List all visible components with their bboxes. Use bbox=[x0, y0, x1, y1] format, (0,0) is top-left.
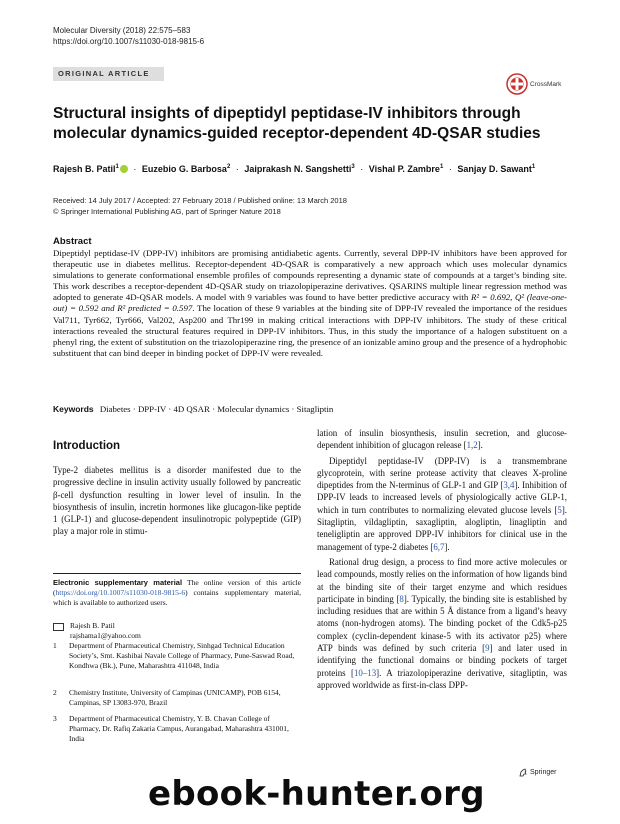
keyword: Diabetes bbox=[99, 404, 131, 414]
correspondence bbox=[53, 621, 141, 641]
paragraph-text: ]. bbox=[444, 541, 450, 552]
affiliation-text: Chemistry Institute, University of Campinas (UNICAMP), POB 6154, Campinas, SP 13083-970, Brazil bbox=[69, 688, 281, 707]
affiliation-number: 3 bbox=[53, 714, 57, 723]
journal-citation: Molecular Diversity (2018) 22:575–583 bbox=[53, 26, 191, 35]
crossmark-label: CrossMark bbox=[530, 80, 562, 88]
paragraph-text: ]. Typically, the binding site is established by including residues that are within 5 Å distance from a ligand’s heavy atoms (non-hydrogen atoms). The binding pocket of the Cdk5-p25 complex (cyclin-dependent kinase-5 with its activator p25) where ATP binds was defined by such criteria [ bbox=[317, 593, 567, 654]
paragraph-text: ]. bbox=[477, 440, 483, 451]
author-separator: · bbox=[360, 164, 364, 174]
esm-label: Electronic supplementary material bbox=[53, 578, 183, 587]
paragraph-text: ]. A triazolopiperazine derivative, sitagliptin, was approved worldwide as first-in-class DPP- bbox=[317, 667, 567, 690]
paragraph-text: ]. Inhibition of DPP-IV leads to increased levels of physiologically active GLP-1, which in turn contributes to normalizing elevated glucose levels [ bbox=[317, 480, 568, 515]
keyword: 4D QSAR bbox=[173, 404, 210, 414]
paragraph-text: ]. Sitagliptin, vildagliptin, saxagliptin, alogliptin, linagliptin and teneligliptin are approved DPP-IV inhibitors for clinical use in the management of type-2 diabetes [ bbox=[317, 504, 567, 552]
citation-link[interactable]: 8 bbox=[399, 593, 404, 604]
copyright-line: © Springer International Publishing AG, part of Springer Nature 2018 bbox=[53, 207, 281, 216]
author-affiliation-marker: 1 bbox=[439, 164, 444, 170]
affiliation-number: 1 bbox=[53, 641, 57, 650]
author-affiliation-marker: 2 bbox=[226, 164, 231, 170]
paragraph-text: Rational drug design, a process to find more active molecules or lead compounds, mostly relies on the information of how ligands bind at the binding site of their target enzyme and which residues participate in binding [ bbox=[317, 556, 567, 604]
author-name[interactable]: Jaiprakash N. Sangshetti bbox=[244, 164, 352, 174]
journal-header bbox=[53, 25, 204, 47]
paragraph-text: Dipeptidyl peptidase-IV (DPP-IV) is a transmembrane glycoprotein, with serine protease activity that cleaves X-proline dipeptides from the N-terminus of GLP-1 and GIP [ bbox=[317, 455, 567, 491]
crossmark-badge[interactable] bbox=[506, 73, 561, 95]
affiliation-item bbox=[53, 688, 303, 708]
article-type-banner: ORIGINAL ARTICLE bbox=[53, 67, 164, 81]
author-name[interactable]: Euzebio G. Barbosa bbox=[141, 164, 227, 174]
history-dates: Received: 14 July 2017 / Accepted: 27 February 2018 / Published online: 13 March 2018 bbox=[53, 196, 347, 205]
article-doi[interactable]: https://doi.org/10.1007/s11030-018-9815-6 bbox=[53, 37, 205, 46]
citation-link[interactable]: 10–13 bbox=[353, 667, 377, 678]
author-name[interactable]: Vishal P. Zambre bbox=[368, 164, 440, 174]
keywords-label: Keywords bbox=[53, 404, 94, 414]
abstract-heading: Abstract bbox=[53, 236, 92, 247]
author-list bbox=[53, 164, 535, 174]
affiliation-number: 2 bbox=[53, 688, 57, 697]
citation-link[interactable]: 1,2 bbox=[466, 440, 478, 451]
orcid-icon[interactable] bbox=[120, 165, 128, 173]
author-separator: · bbox=[448, 164, 452, 174]
affiliation-item bbox=[53, 714, 303, 744]
author-affiliation-marker: 3 bbox=[351, 164, 355, 170]
keywords-line: Keywords Diabetes · DPP-IV · 4D QSAR · Molecular dynamics · Sitagliptin bbox=[53, 404, 334, 414]
paper-title: Structural insights of dipeptidyl peptidase-IV inhibitors through molecular dynamics-guided receptor-dependent 4D-QSAR studies bbox=[53, 105, 541, 142]
abstract-statistics: R² = 0.692, Q² (leave-one-out) = 0.592 and R² predicted = 0.597 bbox=[53, 292, 567, 314]
citation-link[interactable]: 9 bbox=[485, 643, 490, 654]
abstract-text-part: Dipeptidyl peptidase-IV (DPP-IV) inhibitors are promising antidiabetic agents. Currently, several DPP-IV inhibitors have been approved for therapeutic use in diabetes mellitus. Receptor-dependent 4D-QSAR is comparatively a new approach which uses molecular dynamics simulations to generate conformational ensemble profiles of compounds representing a dynamic state of compounds at a target’s binding site. This work describes a receptor-dependent 4D-QSAR study on triazolopiperazine derivatives. QSARINS multiple linear regression method was adopted to generate 4D-QSAR models. A model with 9 variables was found to have better predictive accuracy with bbox=[53, 248, 567, 303]
esm-text: The online version of this article ( bbox=[53, 578, 302, 597]
introduction-heading: Introduction bbox=[53, 440, 121, 452]
abstract-text-part: . The location of these 9 variables at the binding site of DPP-IV revealed the importance of the residues Val711, Tyr662, Tyr666, Val202, Asp200 and Thr199 in making critical interactions with DPP-IV inhibitors. The study of these critical interactions revealed the structural features required in DPP-IV inhibitors. Thus, in this study the importance of a halogen substituent on a phenyl ring, the extent of substitution on the triazolopiperazine ring, the presence of an ionizable amino group and the presence of a hydrophobic substituent that can bind deeper in binding pocket of DPP-IV were revealed. bbox=[53, 303, 567, 358]
intro-paragraph bbox=[317, 455, 567, 553]
intro-paragraph bbox=[317, 556, 567, 691]
author-name[interactable]: Sanjay D. Sawant bbox=[457, 164, 532, 174]
abstract-section bbox=[53, 236, 567, 359]
supplementary-material-note bbox=[53, 573, 301, 608]
affiliation-text: Department of Pharmaceutical Chemistry, Y. B. Chavan College of Pharmacy, Dr. Rafiq Zakaria Campus, Aurangabad, Maharashtra 431001, India bbox=[69, 714, 289, 743]
watermark-text: ebook-hunter.org bbox=[148, 774, 485, 814]
crossmark-icon bbox=[506, 73, 528, 95]
intro-paragraph: Type-2 diabetes mellitus is a disorder manifested due to the progressive decline in insulin activity usually followed by pancreatic β-cell dysfunction resulting in lower level of insulin. In the biosynthesis of insulin, incretin hormones like glucagon-like peptide 1 (GLP-1) and glucose-dependent insulinotropic polypeptide (GIP) play a major role in stimu- bbox=[53, 465, 301, 537]
publication-dates bbox=[53, 195, 347, 217]
citation-link[interactable]: 6,7 bbox=[433, 541, 445, 552]
affiliation-item bbox=[53, 641, 303, 671]
affiliation-text: Department of Pharmaceutical Chemistry, Sinhgad Technical Education Society’s, Smt. Kashibai Navale College of Pharmacy, Pune-Saswad Road, Kondhwa (Bk.), Pune, Maharashtra 411048, India bbox=[69, 641, 295, 670]
esm-text: ) contains supplementary material, which is available to authorized users. bbox=[53, 588, 301, 607]
author-affiliation-marker: 1 bbox=[115, 164, 119, 170]
esm-doi-link[interactable]: https://doi.org/10.1007/s11030-018-9815-6 bbox=[55, 588, 186, 597]
publisher-name: Springer bbox=[530, 769, 557, 776]
corresponding-author: Rajesh B. Patil bbox=[70, 621, 115, 630]
author-separator: · bbox=[133, 164, 137, 174]
envelope-icon bbox=[53, 623, 64, 631]
keyword: DPP-IV bbox=[137, 404, 167, 414]
springer-horse-icon bbox=[519, 768, 528, 777]
publisher-logo bbox=[519, 768, 556, 777]
corresponding-email[interactable]: rajshama1@yahoo.com bbox=[70, 631, 141, 640]
author-name[interactable]: Rajesh B. Patil bbox=[53, 164, 116, 174]
right-column-text bbox=[317, 427, 567, 691]
citation-link[interactable]: 5 bbox=[557, 504, 562, 515]
abstract-text bbox=[53, 248, 567, 359]
paragraph-text: lation of insulin biosynthesis, insulin secretion, and glucose-dependent inhibition of glucagon release [ bbox=[317, 428, 567, 451]
paragraph-text: ] and later used in identifying the functional domains or binding pockets of target proteins [ bbox=[317, 643, 567, 678]
citation-link[interactable]: 3,4 bbox=[503, 480, 515, 491]
keyword: Sitagliptin bbox=[296, 404, 334, 414]
left-column-text bbox=[53, 464, 301, 538]
intro-paragraph bbox=[317, 427, 567, 452]
keyword: Molecular dynamics bbox=[217, 404, 290, 414]
author-separator: · bbox=[235, 164, 239, 174]
author-affiliation-marker: 1 bbox=[531, 164, 536, 170]
